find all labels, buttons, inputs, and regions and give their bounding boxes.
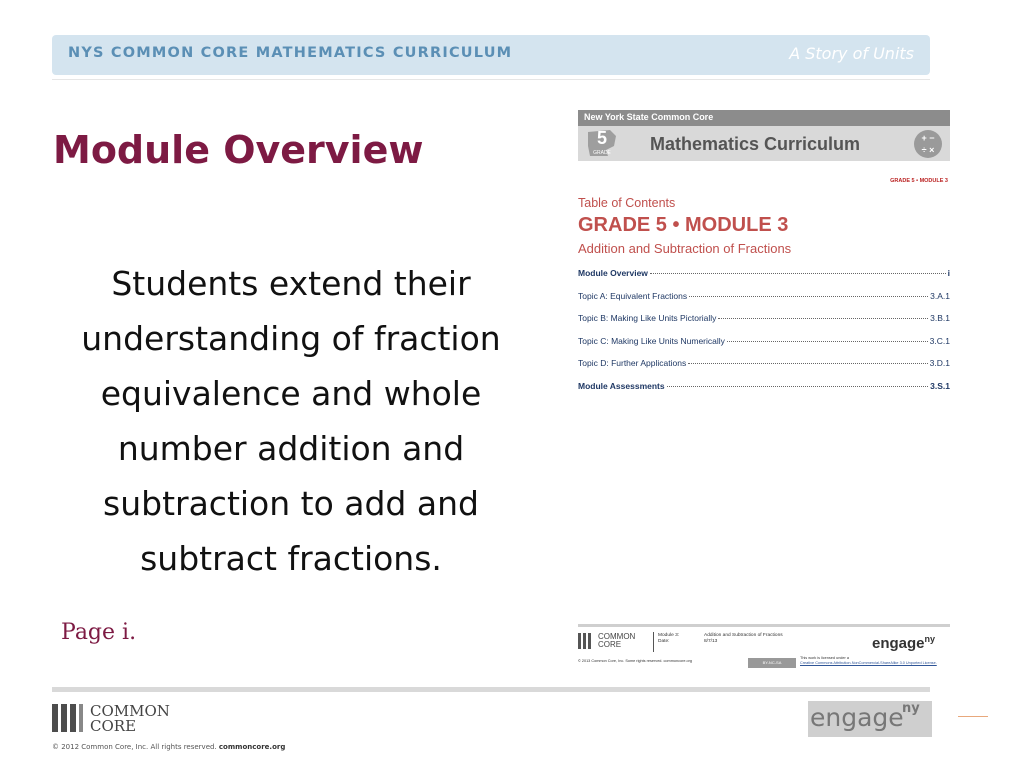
toc-page: 3.B.1 (930, 313, 950, 324)
toc-label: Module Overview (578, 268, 648, 278)
toc-row (578, 336, 950, 359)
header-bar (52, 35, 930, 75)
toc-page: 3.C.1 (929, 335, 950, 346)
thumbnail-band (578, 110, 950, 126)
document-thumbnail (576, 108, 950, 668)
toc-leader (727, 341, 928, 342)
thumbnail-grade-title: GRADE 5 • MODULE 3 (578, 214, 789, 236)
common-core-logo (52, 704, 192, 734)
thumbnail-module-subtitle: Addition and Subtraction of Fractions (578, 241, 792, 256)
toc-label: Module Assessments (578, 380, 665, 391)
thumbnail-curriculum-title: Mathematics Curriculum (650, 134, 861, 154)
grade-badge (586, 128, 618, 158)
header-divider (52, 79, 930, 80)
grade-number: 5 (596, 128, 607, 148)
engage-superscript: ny (902, 701, 920, 716)
module-description: Students extend their understanding of fraction equivalence and whole number addition and subtraction to add and subtract fractions. (81, 264, 501, 578)
toc-row (578, 313, 950, 336)
series-subtitle: A Story of Units (789, 44, 914, 63)
thumbnail-band-text: New York State Common Core (584, 112, 714, 122)
thumbnail-logo-text: COMMON CORE (598, 632, 636, 649)
thumbnail-footer-meta-values: Addition and Subtraction of Fractions 8/7/13 (704, 633, 783, 644)
toc-row (578, 381, 950, 404)
thumbnail-common-core-logo (578, 633, 648, 653)
page-reference: Page i. (61, 620, 137, 645)
toc-page: 3.D.1 (929, 358, 950, 369)
toc-label: Topic D: Further Applications (578, 358, 687, 369)
math-operations-icon: + − ÷ × (914, 130, 942, 158)
toc-row (578, 268, 950, 291)
engageny-logo (808, 701, 932, 737)
grade-label: GRADE (593, 150, 611, 156)
footer-divider (52, 687, 930, 692)
page-title: Module Overview (53, 128, 424, 172)
thumbnail-engage-logo: engage$^{ny}$ (872, 634, 936, 652)
toc-leader (689, 296, 928, 297)
footer-copyright: © 2012 Common Core, Inc. All rights reserved. commoncore.org (52, 743, 286, 751)
creative-commons-badge-icon: BY-NC-SA (748, 658, 796, 668)
toc-label: Topic A: Equivalent Fractions (578, 290, 688, 301)
thumbnail-copyright: © 2013 Common Core, Inc. Some rights reserved. commoncore.org (578, 659, 693, 663)
toc-list (578, 268, 950, 404)
toc-heading: Table of Contents (578, 196, 676, 210)
toc-page: 3.A.1 (930, 290, 950, 301)
toc-row (578, 291, 950, 314)
thumbnail-license-text: This work is licensed under a Creative Commons Attribution-NonCommercial-ShareAlike 3.0 Unported License. (800, 656, 937, 665)
toc-leader (688, 363, 927, 364)
common-core-logo-text: COMMON CORE (90, 702, 170, 735)
toc-page: 3.S.1 (930, 380, 950, 391)
curriculum-title: NYS COMMON CORE MATHEMATICS CURRICULUM (68, 45, 513, 61)
thumbnail-footer-separator (653, 632, 654, 652)
thumbnail-footer-divider (578, 624, 950, 627)
accent-line (958, 716, 988, 717)
toc-label: Topic C: Making Like Units Numerically (578, 335, 725, 346)
engage-word: engage (810, 703, 904, 732)
commoncore-link[interactable]: commoncore.org (218, 743, 286, 751)
license-link[interactable]: Creative Commons Attribution-NonCommercial-ShareAlike 3.0 Unported License. (800, 661, 937, 665)
toc-page: i (947, 268, 950, 278)
toc-leader (650, 273, 946, 274)
toc-leader (667, 386, 929, 387)
toc-label: Topic B: Making Like Units Pictorially (578, 313, 717, 324)
toc-row (578, 358, 950, 381)
thumbnail-footer-meta-labels: Module 3: Date: (658, 633, 680, 644)
toc-leader (718, 318, 928, 319)
thumbnail-module-tag: GRADE 5 • MODULE 3 (890, 178, 948, 184)
